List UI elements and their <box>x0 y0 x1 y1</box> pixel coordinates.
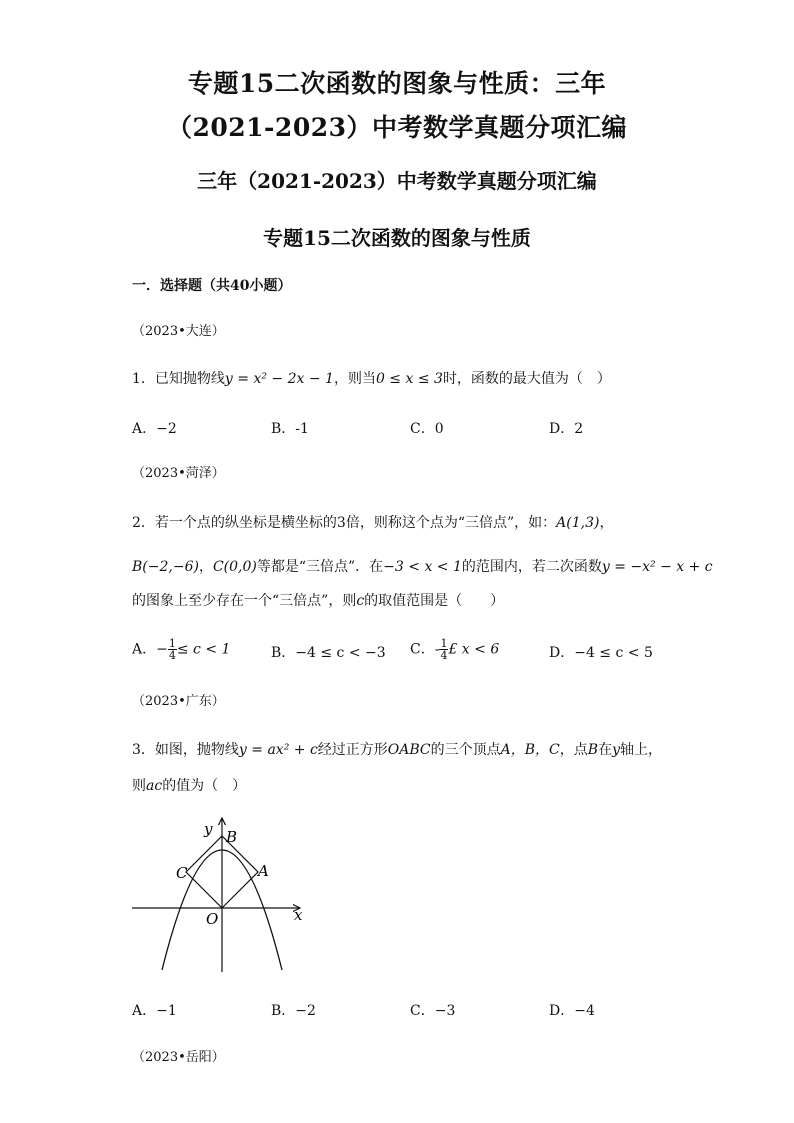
subtitle-line-2: 专题15二次函数的图象与性质 <box>263 226 531 250</box>
q3-function: y = ax² + c <box>238 742 318 758</box>
q3-option-a: A．−1 <box>132 1003 177 1019</box>
page-title-line-2: （2021-2023）中考数学真题分项汇编 <box>166 113 628 142</box>
label-x: x <box>294 906 303 924</box>
q3-stem-line-1 <box>132 739 662 759</box>
q1-text-c: 时，函数的最大值为（ ） <box>442 371 611 387</box>
q3-line1-text-b: 经过正方形 <box>317 742 388 758</box>
label-y: y <box>204 820 213 838</box>
label-a: A <box>258 862 269 880</box>
q2-option-c-prefix: C．- <box>410 641 440 658</box>
q3-line1-text-d: ，点 <box>559 742 588 758</box>
q1-text-b: ，则当 <box>333 371 376 387</box>
q2-line1-text-b: ， <box>599 515 614 531</box>
q2-line3-text-b: 的取值范围是（ ） <box>364 593 505 609</box>
q3-line1-text-f: 轴上， <box>620 742 662 758</box>
q4-source: （2023•岳阳） <box>132 1050 225 1065</box>
q3-line1-text-e: 在 <box>598 742 613 758</box>
q1-option-c: C．0 <box>410 421 444 437</box>
q2-stem-line-1 <box>132 512 613 532</box>
q3-points: A，B，C <box>500 742 560 758</box>
q1-expression: y = x² − 2x − 1 <box>224 371 334 387</box>
q3-source: （2023•广东） <box>132 694 225 709</box>
q1-option-d: D．2 <box>549 421 584 437</box>
q3-axis: y <box>612 742 620 758</box>
q2-stem-line-2 <box>132 556 713 576</box>
q2-option-a-fraction <box>168 638 177 661</box>
q1-stem <box>132 368 611 388</box>
q3-option-c: C．−3 <box>410 1003 456 1019</box>
label-c: C <box>176 864 188 882</box>
q2-source: （2023•菏泽） <box>132 466 225 481</box>
q2-option-a <box>132 638 230 661</box>
subtitle-line-1: 三年（2021-2023）中考数学真题分项汇编 <box>197 169 597 193</box>
q2-option-c-suffix: £ x < 6 <box>448 641 500 658</box>
section-heading: 一．选择题（共40小题） <box>132 278 292 294</box>
q3-option-d: D．−4 <box>549 1003 595 1019</box>
q3-option-b: B．−2 <box>271 1003 316 1019</box>
q3-line1-text-a: 3．如图，抛物线 <box>132 742 239 758</box>
q3-line2-text-b: 的值为（ ） <box>162 778 247 794</box>
page-title-line-1: 专题15二次函数的图象与性质：三年 <box>187 69 607 98</box>
q3-stem-line-2 <box>132 775 246 795</box>
q2-line2-text-a: ， <box>198 559 213 575</box>
q1-option-a: A．−2 <box>132 421 177 437</box>
q2-option-c <box>410 638 499 661</box>
q3-ac: ac <box>146 778 163 794</box>
q2-point-b: B(−2,−6) <box>132 559 199 575</box>
q2-option-b: B．−4 ≤ c < −3 <box>271 645 386 661</box>
fraction-numerator: 1 <box>440 637 448 650</box>
q2-line2-text-c: 的范围内，若二次函数 <box>461 559 602 575</box>
label-o: O <box>206 910 219 928</box>
q2-line2-text-b: 等都是“三倍点”．在 <box>256 559 384 575</box>
fraction-denominator: 4 <box>440 649 448 662</box>
q3-square: OABC <box>387 742 431 758</box>
q3-line1-text-c: 的三个顶点 <box>430 742 501 758</box>
q2-line1-text-a: 2．若一个点的纵坐标是横坐标的3倍，则称这个点为“三倍点”，如： <box>132 515 557 531</box>
q2-range: −3 < x < 1 <box>383 559 462 575</box>
q1-source: （2023•大连） <box>132 324 225 339</box>
q2-option-a-suffix: ≤ c < 1 <box>176 641 231 658</box>
q2-option-a-prefix: A．− <box>132 641 168 658</box>
q3-point-b: B <box>587 742 599 758</box>
q1-condition: 0 ≤ x ≤ 3 <box>375 371 443 387</box>
label-b: B <box>226 828 238 846</box>
q2-stem-line-3 <box>132 590 504 610</box>
fraction-numerator: 1 <box>168 637 176 650</box>
q2-line3-text-a: 的图象上至少存在一个“三倍点”，则 <box>132 593 357 609</box>
q3-line2-text-a: 则 <box>132 778 146 794</box>
q2-point-a: A(1,3) <box>556 515 600 531</box>
q2-function: y = −x² − x + c <box>601 559 713 575</box>
q2-variable: c <box>356 593 365 609</box>
q2-option-d: D．−4 ≤ c < 5 <box>549 645 653 661</box>
q1-text-a: 1．已知抛物线 <box>132 371 225 387</box>
q1-option-b: B．-1 <box>271 421 309 437</box>
q2-point-c: C(0,0) <box>212 559 257 575</box>
fraction-denominator: 4 <box>168 649 176 662</box>
q3-parabola-figure <box>128 812 318 977</box>
